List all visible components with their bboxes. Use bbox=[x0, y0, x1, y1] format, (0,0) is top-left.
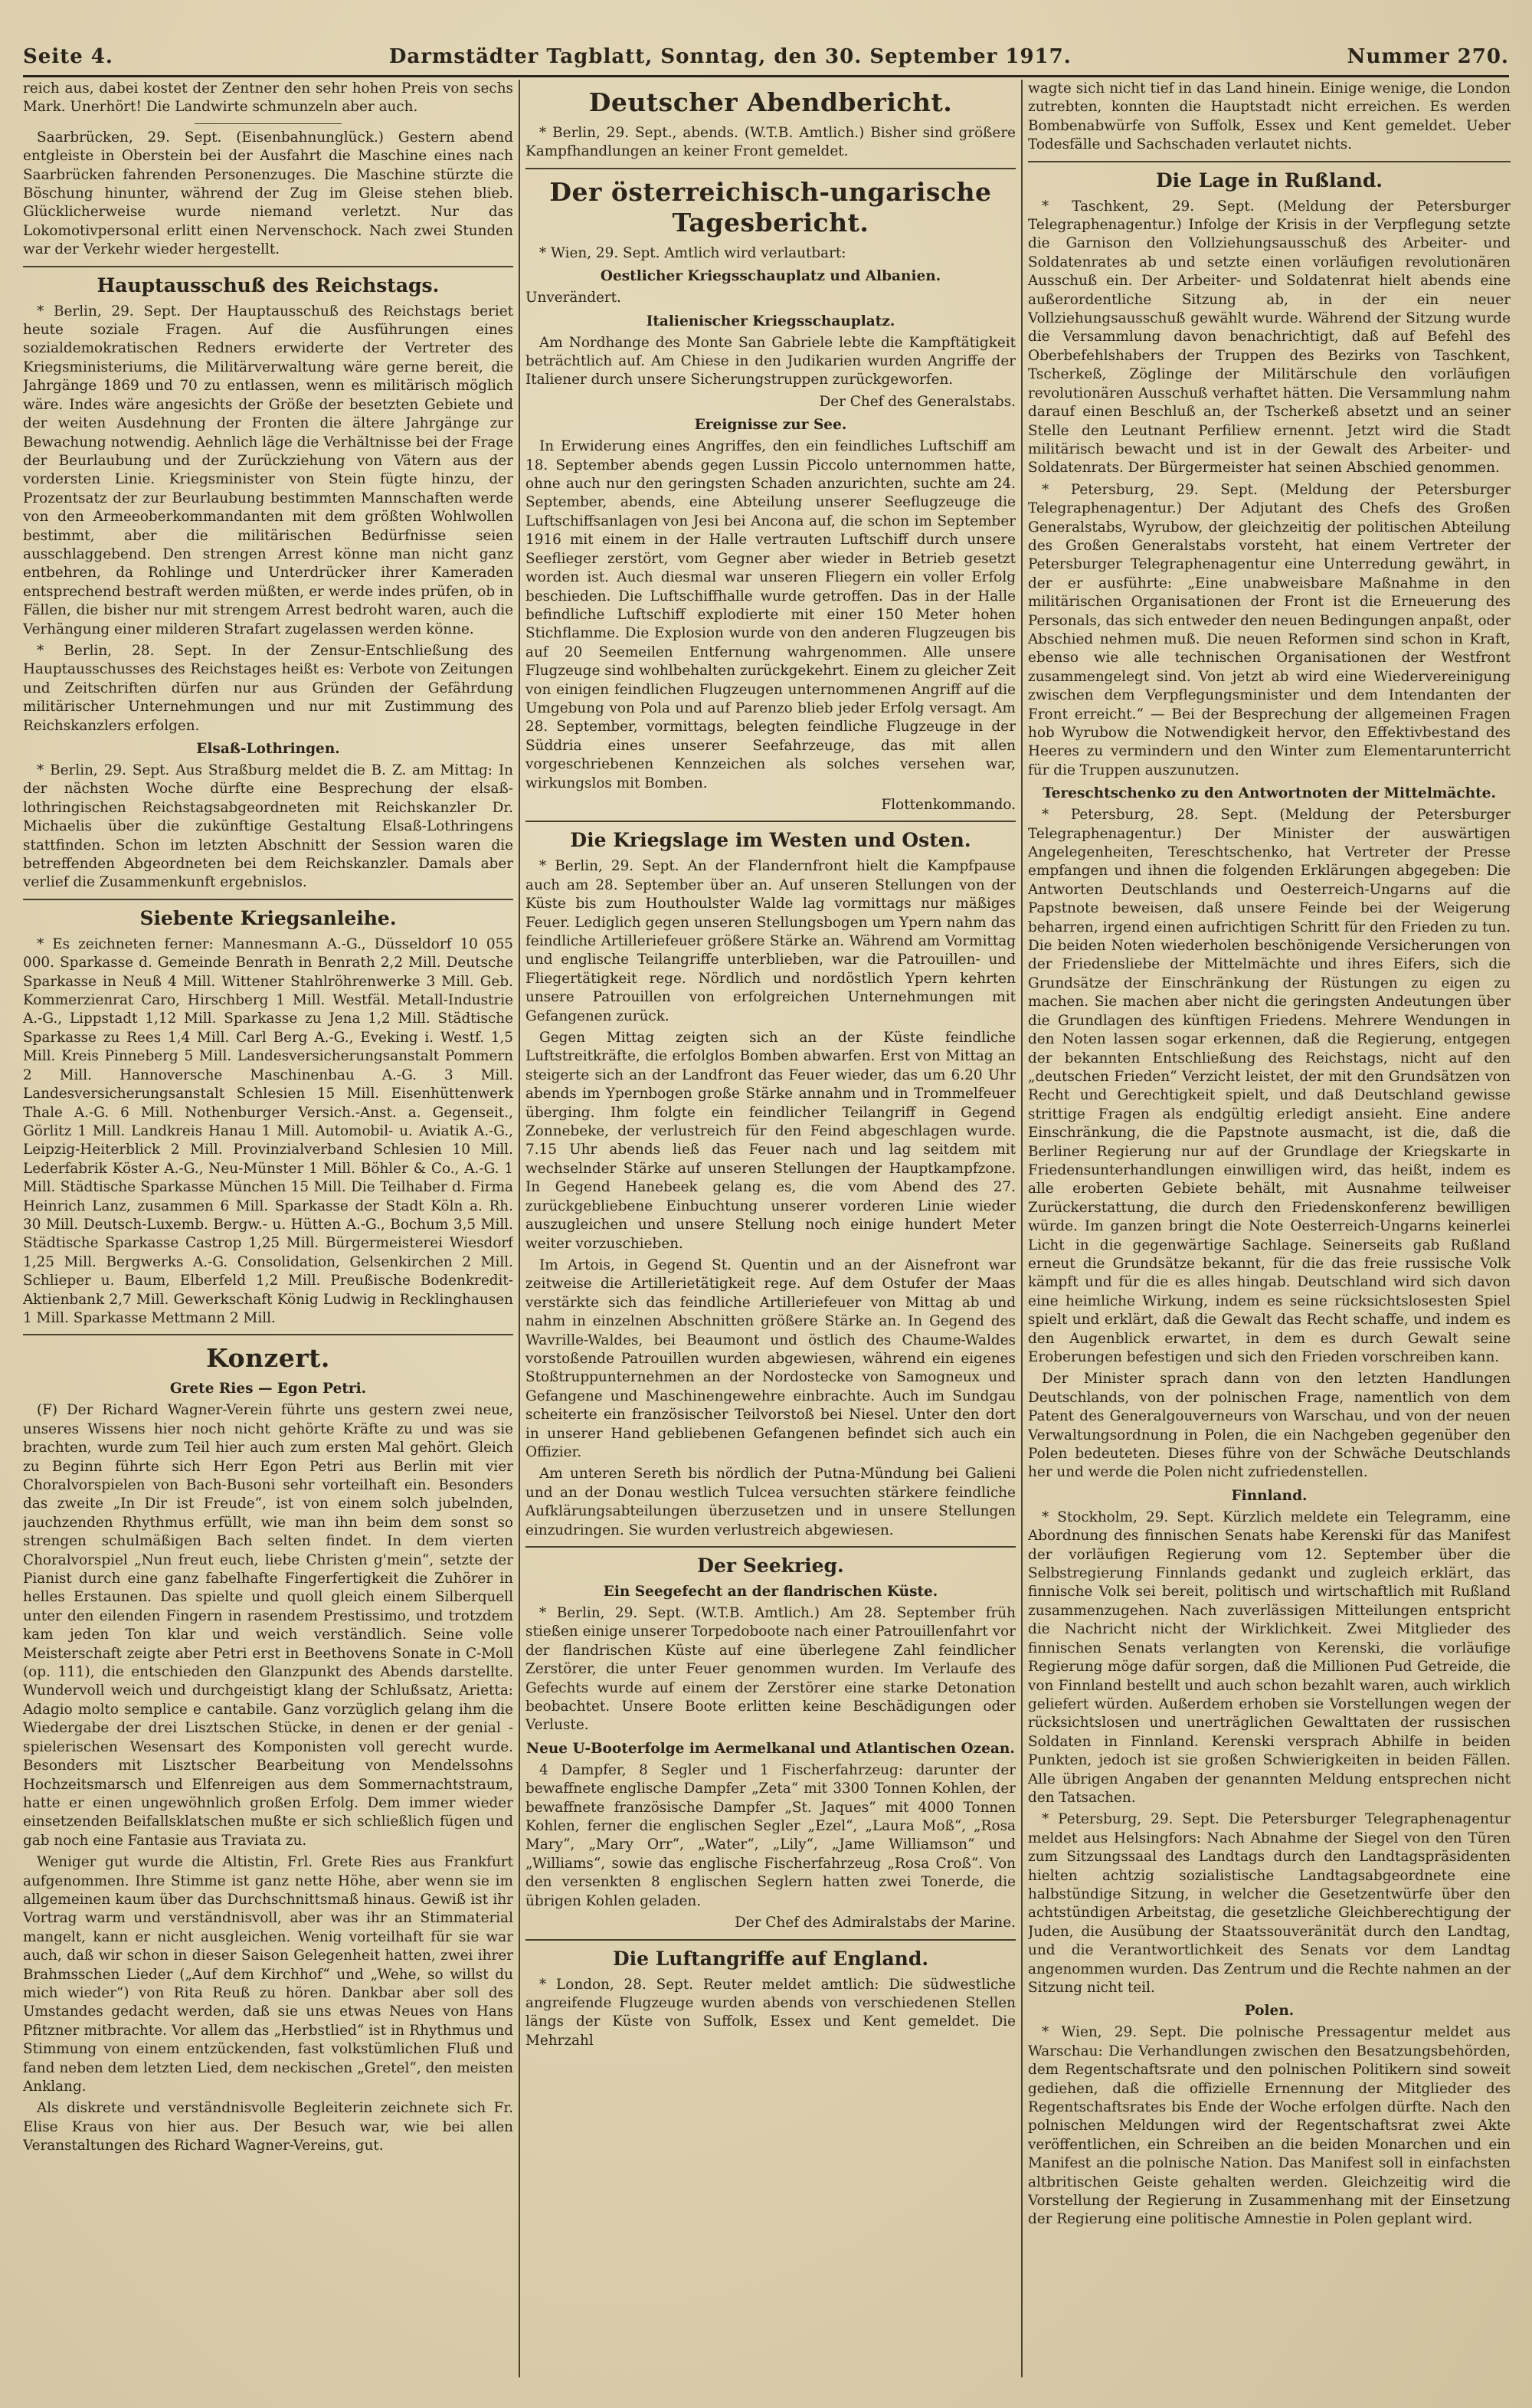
article-kriegslage: * Berlin, 29. Sept. An der Flandernfront hielt die Kampfpause auch am 28. September über an. Auf unseren Stellungen von der Küste bis zum Houthoulster Walde lag vormittags nur mäßiges Feuer. Lediglich gegen unseren Stellungsbogen um Ypern nahm das feindliche Artilleriefeuer größere Stärke an. Während am Vormittag und englische Teilangriffe unterblieben, war die Patrouillen- und Fliegertätigkeit rege. Nördlich und nordöstlich Ypern kehrten unsere Patrouillen von erfolgreichen Unternehmungen mit Gefangenen zurück. bbox=[525, 858, 1016, 1024]
article-oesterreich-intro: * Wien, 29. Sept. Amtlich wird verlautbart: bbox=[539, 244, 846, 261]
divider bbox=[525, 168, 1016, 169]
column-2 bbox=[525, 80, 1016, 2377]
newspaper-title: Darmstädter Tagblatt, Sonntag, den 30. September 1917. bbox=[388, 45, 1072, 68]
article-petersburg: * Petersburg, 29. Sept. (Meldung der Petersburger Telegraphenagentur.) Der Adjutant des Chefs des Großen Generalstabs, Wyrubow, der gleichzeitig der politischen Abteilung des Großen Generalstabs vorsteht, hat einem Vertreter der Petersburger Telegraphenagentur eine Unterredung gewährt, in der er ausführte: „Eine unabweisbare Maßnahme in den militärischen Organisationen der Front ist die Erneuerung des Personals, das sich entweder den neuen Bedingungen anpaßt, oder Abschied nehmen muß. Die neuen Reformen sind schon in Kraft, ebenso wie alle technischen Organisationen der Westfront zusammengelegt sind. Von jetzt ab wird eine Wiedervereinigung zwischen dem Verpflegungsminister und dem Intendanten der Front erreicht.“ — Bei der Besprechung der allgemeinen Fragen hob Wyrubow die Notwendigkeit hervor, den Effektivbestand des Heeres zu vermindern und den Winter zum Elementarunterricht für die Truppen auszunutzen. bbox=[1028, 481, 1511, 778]
headline-kriegslage: Die Kriegslage im Westen und Osten. bbox=[570, 829, 971, 852]
headline-luftangriffe: Die Luftangriffe auf England. bbox=[612, 1947, 929, 1970]
article-konzert: Weniger gut wurde die Altistin, Frl. Grete Ries aus Frankfurt aufgenommen. Ihre Stimme ist ganz nette Höhe, aber wenn sie im allgemeinen kaum über das Durchschnittsmaß hinaus. Gewiß ist ihr Vortrag warm und verständnisvoll, aber was ihr an Stimmaterial mangelt, kann er nicht ausgleichen. Wenig vorteilhaft für sie war auch, daß wir schon in dieser Saison Gelegenheit hatten, zwei ihrer Brahmsschen Lieder („Auf dem Kirchhof“ und „Wehe, so willst du mich wieder“) von Rita Reuß zu hören. Dankbar aber soll des Umstandes gedacht werden, daß sie uns etwas Neues von Hans Pfitzner mitbrachte. Vor allem das „Herbstlied“ ist in Rhythmus und Stimmung von einem entzückenden, fast volkstümlichen Fluß und fand neben dem letzten Lied, dem neckischen „Gretel“, den meisten Anklang. bbox=[23, 1854, 513, 2095]
article-luftangriffe: * London, 28. Sept. Reuter meldet amtlich: Die südwestliche angreifende Flugzeuge wurden abends von verschiedenen Stellen längs der Küste von Suffolk, Essex und Kent gemeldet. Die Mehrzahl bbox=[525, 1976, 1016, 2049]
article-konzert: (F) Der Richard Wagner-Verein führte uns gestern zwei neue, unseres Wissens hier noch nicht gehörte Kräfte zu und was sie brachten, wurde zum Teil hier auch zum ersten Mal gehört. Gleich zu Beginn führte sich Herr Egon Petri aus Berlin mit vier Choralvorspielen von Bach-Busoni sehr vorteilhaft ein. Besonders das zweite „In Dir ist Freude“, ist von einem solch jubelnden, jauchzenden Rhythmus erfüllt, wie man ihn beim dem sonst so strengen schulmäßigen Bach selten findet. In dem vierten Choralvorspiel „Nun freut euch, liebe Christen g'mein“, setzte der Pianist durch eine ganz fabelhafte Fingerfertigkeit die Zuhörer in helles Erstaunen. Das spielte und quoll gleich einem Silberquell unter den eilenden Fingern in rasendem Prestissimo, und trotzdem kam jeden Ton klar und weich verständlich. Seine volle Meisterschaft zeigte aber Petri erst in Beethovens Sonate in C-Moll (op. 111), die entschieden den Glanzpunkt des Abends darstellte. Wundervoll weich und durchgeistigt klang der Schlußsatz, Arietta: Adagio molto semplice e cantabile. Ganz vorzüglich gelang ihm die Wiedergabe der drei Lisztschen Stücke, in denen er der genial - spielerischen Wesensart des Komponisten voll gerecht wurde. Besonders mit Lisztscher Bearbeitung von Mendelssohns Hochzeitsmarsch und Elfenreigen aus dem Sommernachtstraum, hatte er einen ungewöhnlich großen Erfolg. Dem immer wieder einsetzenden Beifallsklatschen mußte er sich schließlich fügen und gab noch eine Fantasie aus Traviata zu. bbox=[23, 1402, 513, 1849]
subhead-konzert: Grete Ries — Egon Petri. bbox=[169, 1381, 367, 1397]
article-elsass: * Berlin, 29. Sept. Aus Straßburg meldet die B. Z. am Mittag: In der nächsten Woche dürfte eine Besprechung der elsaß-lothringischen Reichstagsabgeordneten mit Reichskanzler Dr. Michaelis über die zukünftige Gestaltung Elsaß-Lothringens stattfinden. Schon im letzten Abschnitt der Session waren die betreffenden Abgeordneten bei dem Reichskanzler. Damals aber verlief die Zusammenkunft ergebnislos. bbox=[23, 762, 513, 891]
divider bbox=[23, 266, 513, 267]
headline-seekrieg: Der Seekrieg. bbox=[697, 1555, 844, 1577]
text-unveraendert: Unverändert. bbox=[525, 290, 621, 306]
article-continuation: reich aus, dabei kostet der Zentner den sehr hohen Preis von sechs Mark. Unerhört! Die Landwirte schmunzeln aber auch. bbox=[23, 80, 513, 116]
headline-kriegsanleihe: Siebente Kriegsanleihe. bbox=[139, 906, 397, 929]
article-polen: * Wien, 29. Sept. Die polnische Pressagentur meldet aus Warschau: Die Verhandlungen zwischen den Besatzungsbehörden, dem Regentschaftsrate und den polnischen Politikern sind soweit gediehen, daß die offizielle Ernennung der Mitglieder des Regentschaftsrates bis Ende der Woche erfolgen dürfte. Nach den polnischen Meldungen wird der Regentschaftsrat zwei Akte veröffentlichen, ein Schreiben an die beiden Monarchen und ein Manifest an die polnische Nation. Das Manifest soll in einfachsten altbritischen Geiste gehalten werden. Gleichzeitig wird die Vorstellung der Regierung in Zusammenhang mit der Einsetzung der Regierung eine politische Amnestie in Polen geplant wird. bbox=[1028, 2024, 1511, 2228]
article-finnland: * Stockholm, 29. Sept. Kürzlich meldete ein Telegramm, eine Abordnung des finnischen Senats habe Kerenski für das Manifest der vorläufigen Regierung vom 12. September über die Selbstregierung Finnlands gedankt und zugleich erklärt, das finnische Volk sei bereit, politisch und wirtschaftlich mit Rußland zusammenzugehen. Nach zuverlässigen Mitteilungen entspricht die Nachricht nicht der Wirklichkeit. Zwei Mitglieder des finnischen Senats verlangten von Kerenski, die vorläufige Regierung möge dafür sorgen, daß die Millionen Pud Getreide, die von Finnland bestellt und auch schon bezahlt waren, auch wirklich geliefert würden. Außerdem erhoben sie Vorstellungen wegen der rücksichtslosen und unerträglichen Gewalttaten der russischen Soldaten in Finnland. Kerenski versprach Abhilfe in beiden Punkten, jedoch ist sie großen Schwierigkeiten in beiden Fällen. Alle übrigen Angaben der genannten Meldung entsprechen nicht den Tatsachen. bbox=[1028, 1509, 1511, 1806]
masthead-rule bbox=[23, 75, 1509, 77]
article-zensur: * Berlin, 28. Sept. In der Zensur-Entschließung des Hauptausschusses des Reichstages heißt es: Verbote von Zeitungen und Zeitschriften dürfen nur aus Gründen der Gefährdung militärischer Unternehmungen und nur mit Zustimmung des Reichskanzlers erfolgen. bbox=[23, 642, 513, 734]
article-kriegsanleihe: * Es zeichneten ferner: Mannesmann A.-G., Düsseldorf 10 055 000. Sparkasse d. Gemeinde Benrath in Benrath 2,2 Mill. Deutsche Sparkasse in Neuß 4 Mill. Wittener Stahlröhrenwerke 3 Mill. Geb. Kommerzienrat Caro, Hirschberg 1 Mill. Westfäl. Metall-Industrie A.-G., Lippstadt 1,12 Mill. Sparkasse zu Jena 1,2 Mill. Städtische Sparkasse zu Rees 1,4 Mill. Carl Berg A.-G., Eveking i. Westf. 1,5 Mill. Kreis Pinneberg 5 Mill. Landesversicherungsanstalt Pommern 2 Mill. Hannoversche Maschinenbau A.-G. 3 Mill. Landesversicherungsanstalt Schlesien 15 Mill. Eisenhüttenwerk Thale A.-G. 6 Mill. Nothenburger Versich.-Anst. a. Gegenseit., Görlitz 1 Mill. Landkreis Hanau 1 Mill. Automobil- u. Aviatik A.-G., Leipzig-Heiterblick 2 Mill. Provinzialverband Schlesien 10 Mill. Lederfabrik Köster A.-G., Neu-Münster 1 Mill. Böhler & Co., A.-G. 1 Mill. Städtische Sparkasse München 15 Mill. Die Teilhaber d. Firma Heinrich Lanz, zusammen 6 Mill. Sparkasse der Stadt Köln a. Rh. 30 Mill. Deutsch-Luxemb. Bergw.- u. Hütten A.-G., Bochum 3,5 Mill. Städtische Sparkasse Castrop 1,25 Mill. Bürgermeisterei Wiesdorf 1,25 Mill. Bergwerks A.-G. Consolidation, Gelsenkirchen 2 Mill. Schlieper u. Baum, Elberfeld 1,2 Mill. Preußische Bodenkredit-Aktienbank 2,7 Mill. Gewerkschaft König Ludwig in Recklinghausen 1 Mill. Sparkasse Mettmann 2 Mill. bbox=[23, 935, 513, 1326]
subhead-uboot: Neue U-Booterfolge im Aermelkanal und Atlantischen Ozean. bbox=[526, 1740, 1015, 1757]
article-kriegslage: Im Artois, in Gegend St. Quentin und an der Aisnefront war zeitweise die Artillerietätigkeit rege. Auf dem Ostufer der Maas verstärkte sich das feindliche Artilleriefeuer von Mittag ab und nahm in einzelnen Abschnitten größere Stärke an. In Gegend des Wavrille-Waldes, bei Beaumont und östlich des Chaume-Waldes vorstoßende Patrouillen wurden abgewiesen, während ein eigenes Stoßtruppunternehmen an der Nordostecke von Samogneux und Gefangene und Maschinengewehre einbrachte. Auch im Sundgau scheiterte ein französischer Teilvorstoß bei Niesel. Unter den dort in unserer Hand gebliebenen Gefangenen befindet sich auch ein Offizier. bbox=[525, 1256, 1016, 1460]
column-divider bbox=[1021, 80, 1023, 2377]
divider bbox=[525, 821, 1016, 822]
article-tereschtschenko: * Petersburg, 28. Sept. (Meldung der Petersburger Telegraphenagentur.) Der Minister der auswärtigen Angelegenheiten, Tereschtschenko, hat Vertreter der Presse empfangen und ihnen die folgenden Erklärungen abgegeben: Die Antworten Deutschlands und Oesterreich-Ungarns auf die Papstnote beweisen, daß unsere Feinde bei der Weigerung beharren, irgend einen aufrichtigen Schritt für den Frieden zu tun. Die beiden Noten wiederholen beschönigende Versicherungen von der Friedensliebe der Mittelmächte und ihres Eifers, sich die Grundsätze der Einschränkung der Rüstungen zu eigen zu machen. Sie machen aber nicht die geringsten Andeutungen über die Grundlagen des künftigen Friedens. Mehrere Wendungen in den Noten lassen sogar erkennen, daß die Regierung, entgegen der bekannten Entschließung des Reichstags, nicht auf den „deutschen Frieden“ Verzicht leistet, der mit den Grundsätzen von Recht und Gerechtigkeit spielt, und daß Deutschland gewisse strittige Fragen als endgültig erledigt ansieht. Eine andere Einschränkung, die die Papstnote ausmacht, ist die, daß die Berliner Regierung nur auf der Grundlage der Kriegskarte in Friedensunterhandlungen einwilligen wird, das heißt, indem es alle eroberten Gebiete behält, mit Ausnahme teilweiser Zurückerstattung, die durch den Friedenskonferenz bewilligen würde. Im ganzen bringt die Note Oesterreich-Ungarns keinerlei Licht in die gegenwärtige Sachlage. Seinerseits gab Rußland erneut die Grundsätze bekannt, für die das freie russische Volk kämpft und für die es alles hingab. Deutschland wird sich davon eine heimliche Wirkung, indem es seine rücksichtslosesten Spiel spielt und erklärt, daß die Gewalt das Recht schaffe, und indem es den Augenblick erwartet, in dem es durch Gewalt seine Eroberungen befestigen und sich den Frieden vorschreiben kann. bbox=[1028, 807, 1511, 1365]
article-kriegslage: Am unteren Sereth bis nördlich der Putna-Mündung bei Galieni und an der Donau westlich Tulcea versuchten stärkere feindliche Aufklärungsabteilungen überzusetzen und in unsere Stellungen einzudringen. Sie wurden verlustreich abgewiesen. bbox=[525, 1466, 1016, 1538]
signature: Der Chef des Admiralstabs der Marine. bbox=[735, 1915, 1016, 1931]
column-1 bbox=[23, 80, 513, 2377]
article-italien: Am Nordhange des Monte San Gabriele lebte die Kampftätigkeit beträchtlich auf. Am Chiese in den Judikarien wurden Angriffe der Italiener durch unsere Sicherungstruppen zurückgeworfen. bbox=[525, 334, 1016, 388]
article-konzert: Als diskrete und verständnisvolle Begleiterin zeichnete sich Fr. Elise Kraus von hier aus. Der Besuch war, wie bei allen Veranstaltungen des Richard Wagner-Vereins, gut. bbox=[23, 2100, 513, 2154]
subhead-italien: Italienischer Kriegsschauplatz. bbox=[646, 313, 895, 329]
headline-hauptausschuss: Hauptausschuß des Reichstags. bbox=[97, 274, 440, 296]
subhead-polen: Polen. bbox=[1244, 2003, 1295, 2020]
subhead-tereschtschenko: Tereschtschenko zu den Antwortnoten der Mittelmächte. bbox=[1043, 785, 1496, 802]
subhead-see: Ereignisse zur See. bbox=[694, 417, 847, 434]
headline-oesterreich: Der österreichisch-ungarische Tagesbericht. bbox=[549, 176, 992, 238]
article-uboot: 4 Dampfer, 8 Segler und 1 Fischerfahrzeug: darunter der bewaffnete englische Dampfer „Zeta“ mit 3300 Tonnen Kohlen, der bewaffnete französische Dampfer „St. Jaques“ mit 4000 Tonnen Kohlen, ferner die englischen Segler „Ezel“, „Laura Moß“, „Rosa Mary“, „Mary Orr“, „Water“, „Lily“, „Jame Williamson“ und „Williams“, sowie das englische Fischerfahrzeug „Rosa Croß“. Von den versenkten 8 englischen Seglern hatten zwei Tonerde, die übrigen Kohlen geladen. bbox=[525, 1761, 1016, 1909]
article-seekrieg: * Berlin, 29. Sept. (W.T.B. Amtlich.) Am 28. September früh stießen einige unserer Torpedoboote nach einer Patrouillenfahrt vor der flandrischen Küste auf eine überlegene Zahl feindlicher Zerstörer, die unter Feuer genommen wurden. Im Verlaufe des Gefechts wurde auf einem der Zerstörer eine starke Detonation beobachtet. Unsere Boote erlitten keine Beschädigungen oder Verluste. bbox=[525, 1605, 1016, 1734]
issue-number: Nummer 270. bbox=[1347, 45, 1509, 68]
article-finnland: * Petersburg, 29. Sept. Die Petersburger Telegraphenagentur meldet aus Helsingfors: Nach Abnahme der Siegel von den Türen zum Sitzungssaal des Landtags durch den Landtagspräsidenten hielten achtzig sozialistische Landtagsabgeordnete eine halbstündige Sitzung, in welcher die Gesetzentwürfe über den achtstündigen Arbeitstag, die gesetzliche Gleichberechtigung der Juden, die Ausübung der Staatssouveränität durch den Landtag, und die Verantwortlichkeit des Senats vor dem Landtag angenommen wurden. Das Zentrum und die Rechte nahmen an der Sitzung nicht teil. bbox=[1028, 1811, 1511, 1996]
page-number: Seite 4. bbox=[23, 45, 113, 68]
subhead-elsass: Elsaß-Lothringen. bbox=[196, 741, 340, 757]
article-tereschtschenko: Der Minister sprach dann von den letzten Handlungen Deutschlands, von der polnischen Frage, namentlich von dem Patent des Generalgouverneurs von Warschau, und von der neuen Verwaltungsordnung in Polen, die ein Nachgeben gegenüber den Polen bedeuteten. Dieses führe von der Schwäche Deutschlands her und werde die Polen nicht zufriedenstellen. bbox=[1028, 1371, 1511, 1481]
article-kriegslage: Gegen Mittag zeigten sich an der Küste feindliche Luftstreitkräfte, die erfolglos Bomben abwarfen. Erst von Mittag an steigerte sich an der Landfront das Feuer wieder, das um 6.20 Uhr abends im Ypernbogen große Stärke annahm und in Trommelfeuer überging. Ihm folgte ein feindlicher Teilangriff in Gegend Zonnebeke, der verlustreich für den Feind abgeschlagen wurde. 7.15 Uhr abends ließ das Feuer nach und lag seitdem mit wechselnder Stärke auf unseren Stellungen der Hauptkampfzone. In Gegend Hanebeek gelang es, die vom Abend des 27. zurückgebliebene Einbuchtung unserer vorderen Linie wieder auszugleichen und unsere Stellung noch einige hundert Meter weiter vorzuschieben. bbox=[525, 1030, 1016, 1252]
divider bbox=[195, 123, 342, 124]
subhead-seegefecht: Ein Seegefecht an der flandrischen Küste. bbox=[603, 1584, 938, 1600]
column-3 bbox=[1028, 80, 1511, 2377]
divider bbox=[1028, 161, 1511, 162]
signature: Flottenkommando. bbox=[881, 796, 1016, 813]
article-continuation: wagte sich nicht tief in das Land hinein. Einige wenige, die London zutrebten, konnten die Hauptstadt nicht erreichen. Es werden Bombenabwürfe von Suffolk, Essex und Kent gemeldet. Ueber Todesfälle und Sachschaden verlautet nichts. bbox=[1028, 80, 1511, 153]
masthead bbox=[23, 40, 1509, 74]
divider bbox=[525, 1939, 1016, 1941]
subhead-oestlich: Oestlicher Kriegsschauplatz und Albanien. bbox=[600, 268, 941, 285]
divider bbox=[525, 1546, 1016, 1548]
headline-konzert: Konzert. bbox=[206, 1343, 330, 1374]
subhead-finnland: Finnland. bbox=[1231, 1487, 1308, 1504]
article-abendbericht: * Berlin, 29. Sept., abends. (W.T.B. Amtlich.) Bisher sind größere Kampfhandlungen an keiner Front gemeldet. bbox=[525, 125, 1016, 160]
column-divider bbox=[519, 80, 520, 2377]
article-see: In Erwiderung eines Angriffes, den ein feindliches Luftschiff am 18. September abends gegen Lussin Piccolo unternommen hatte, ohne auch nur den geringsten Schaden anzurichten, suchte am 24. September, abends, eine Abteilung unserer Seeflugzeuge die Luftschiffsanlagen von Jesi bei Ancona auf, die schon im September 1916 mit einem in der Halle vertrauten Luftschiff durch unsere Seeflieger zerstört, vom Gegner aber wieder in Betrieb gesetzt worden ist. Auch diesmal war unseren Fliegern ein voller Erfolg beschieden. Die Luftschiffhalle wurde getroffen. Das in der Halle befindliche Luftschiff explodierte mit einer 150 Meter hohen Stichflamme. Die Explosion wurde von den anderen Flugzeugen bis auf 20 Seemeilen Entfernung wahrgenommen. Alle unsere Flugzeuge sind wohlbehalten zurückgekehrt. Einem zu gleicher Zeit von einigen feindlichen Flugzeugen unternommenen Angriff auf die Umgebung von Pola und auf Parenzo blieb jeder Erfolg versagt. Am 28. September, vormittags, belegten feindliche Flugzeuge in der Süddria eines unserer Seefahrzeuge, das mit allen vorgeschriebenen Kennzeichen als solches versehen war, wirkungslos mit Bomben. bbox=[525, 438, 1016, 791]
article-hauptausschuss: * Berlin, 29. Sept. Der Hauptausschuß des Reichstags beriet heute soziale Fragen. Auf die Ausführungen eines sozialdemokratischen Redners erwiderte der Vertreter des Kriegsministeriums, die Militärverwaltung wäre gerne bereit, die Jahrgänge 1869 und 70 zu entlassen, wenn es militärisch möglich wäre. Indes wäre angesichts der Größe der besetzten Gebiete und der weiten Ausdehnung der Fronten die ältere Jahrgänge zur Bewachung notwendig. Aehnlich läge die Verhältnisse bei der Frage der Beurlaubung und der Zurückziehung von Vätern aus der vordersten Linie. Kriegsminister von Stein fügte hinzu, der Prozentsatz der zur Beurlaubung bestimmten Mannschaften werde von den Armeeoberkommandanten mit dem größten Wohlwollen bestimmt, aber die militärischen Bedürfnisse seien ausschlaggebend. Den strengen Arrest könne man nicht ganz entbehren, da Rohlinge und Unterdrücker ihrer Kameraden entsprechend bestraft werden müßten, er werde indes prüfen, ob in Fällen, die bisher nur mit strengem Arrest bedroht waren, auch die Verhängung einer milderen Strafart zugelassen werden könne. bbox=[23, 303, 513, 637]
article-taschkent: * Taschkent, 29. Sept. (Meldung der Petersburger Telegraphenagentur.) Infolge der Krisis in der Verpflegung setzte die Garnison den Vollziehungsausschuß des Arbeiter- und Soldatenrates ab und setzte einen vorläufigen revolutionären Ausschuß ein. Der Arbeiter- und Soldatenrat hielt abends eine außerordentliche Sitzung ab, in der ein neuer Vollziehungsausschuß gewählt wurde. Während der Sitzung wurde die Versammlung davon benachrichtigt, daß auf Befehl des Oberbefehlshabers der Truppen des Bezirks von Taschkent, Tscherkeß, Zöglinge der Militärschule den vorläufigen revolutionären Ausschuß verhaftet hätten. Die Versammlung nahm darauf einen Beschluß an, der Tscherkeß absetzt und an seiner Stelle den Leutnant Perfiliew ernennt. Jetzt wird die Stadt militärisch bewacht und ist in der Gewalt des Arbeiter- und Soldatenrats. Der Bürgermeister hat seinen Abschied genommen. bbox=[1028, 198, 1511, 477]
headline-abendbericht: Deutscher Abendbericht. bbox=[588, 87, 953, 117]
divider bbox=[23, 1334, 513, 1335]
divider bbox=[23, 899, 513, 900]
headline-russland: Die Lage in Rußland. bbox=[1155, 169, 1383, 192]
signature: Der Chef des Generalstabs. bbox=[819, 393, 1016, 410]
article-saarbruecken: Saarbrücken, 29. Sept. (Eisenbahnunglück.) Gestern abend entgleiste in Oberstein bei der Ausfahrt die Maschine eines nach Saarbrücken fahrenden Personenzuges. Die Maschine stürzte die Böschung hinunter, während der Zug im Gleise stehen blieb. Glücklicherweise wurde niemand verletzt. Nur das Lokomotivpersonal erlitt einen Nervenschock. Nach zwei Stunden war der Verkehr wieder hergestellt. bbox=[23, 129, 513, 258]
